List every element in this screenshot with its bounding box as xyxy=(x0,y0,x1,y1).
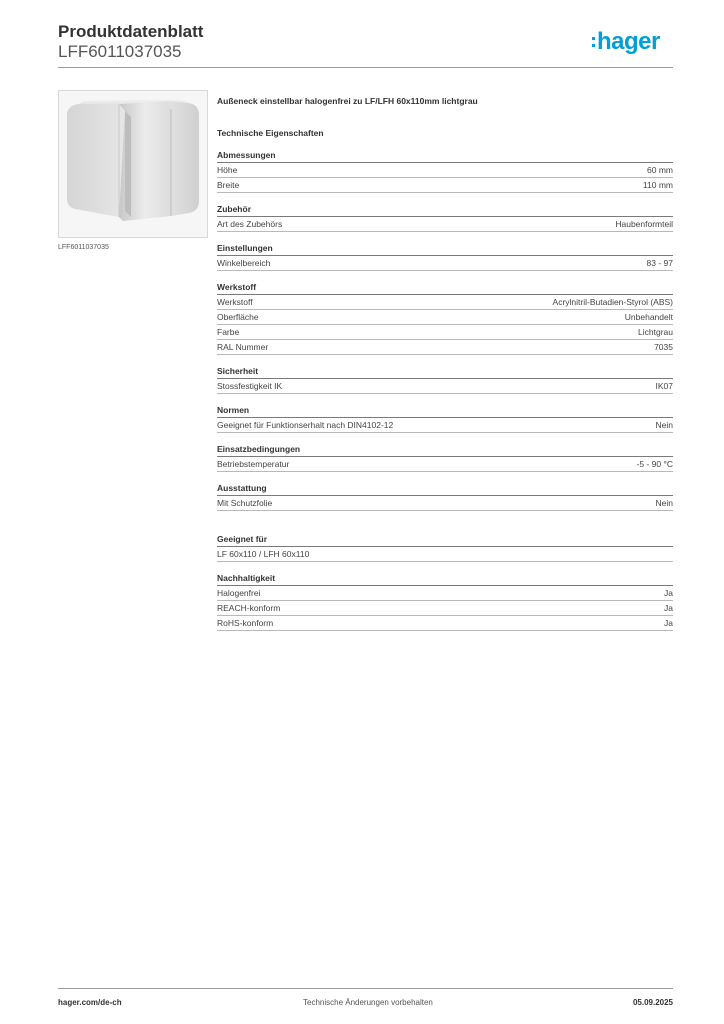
property-label: RAL Nummer xyxy=(217,342,269,352)
property-label: Geeignet für Funktionserhalt nach DIN4102-12 xyxy=(217,420,394,430)
group-title: Einstellungen xyxy=(217,242,673,256)
property-row xyxy=(217,586,673,601)
property-label: Farbe xyxy=(217,327,240,337)
group-operating-conditions xyxy=(217,443,673,472)
property-row xyxy=(217,418,673,433)
property-label: Art des Zubehörs xyxy=(217,219,283,229)
header-divider xyxy=(58,67,673,68)
footer-divider xyxy=(58,988,673,989)
group-title: Zubehör xyxy=(217,203,673,217)
document-title: Produktdatenblatt xyxy=(58,22,204,41)
property-row xyxy=(217,256,673,271)
property-label: REACH-konform xyxy=(217,603,281,613)
property-value: 110 mm xyxy=(642,180,673,190)
property-label: LF 60x110 / LFH 60x110 xyxy=(217,549,310,559)
footer-notice: Technische Änderungen vorbehalten xyxy=(303,998,433,1007)
property-row xyxy=(217,340,673,355)
property-label: Stossfestigkeit IK xyxy=(217,381,283,391)
property-row xyxy=(217,457,673,472)
property-label: Werkstoff xyxy=(217,297,253,307)
article-number: LFF6011037035 xyxy=(58,42,182,61)
property-label: Breite xyxy=(217,180,240,190)
property-value: Lichtgrau xyxy=(638,327,673,337)
property-value: IK07 xyxy=(655,381,673,391)
footer-website: hager.com/de-ch xyxy=(58,998,122,1007)
group-equipment xyxy=(217,482,673,511)
property-label: Höhe xyxy=(217,165,238,175)
group-material xyxy=(217,281,673,355)
property-row xyxy=(217,547,673,562)
property-row xyxy=(217,601,673,616)
product-details xyxy=(217,95,673,631)
group-title: Ausstattung xyxy=(217,482,673,496)
group-title: Sicherheit xyxy=(217,365,673,379)
group-suitable-for xyxy=(217,533,673,562)
group-accessory xyxy=(217,203,673,232)
group-safety xyxy=(217,365,673,394)
property-value: 7035 xyxy=(654,342,673,352)
product-title: Außeneck einstellbar halogenfrei zu LF/LFH 60x110mm lichtgrau xyxy=(217,96,478,106)
property-row xyxy=(217,310,673,325)
footer-date: 05.09.2025 xyxy=(632,998,673,1007)
group-title: Geeignet für xyxy=(217,533,673,547)
group-dimensions xyxy=(217,149,673,193)
group-title: Einsatzbedingungen xyxy=(217,443,673,457)
property-value: Ja xyxy=(664,618,673,628)
group-title: Normen xyxy=(217,404,673,418)
property-label: Winkelbereich xyxy=(217,258,271,268)
group-title: Werkstoff xyxy=(217,281,673,295)
group-sustainability xyxy=(217,572,673,631)
property-row xyxy=(217,178,673,193)
property-row xyxy=(217,379,673,394)
property-label: Mit Schutzfolie xyxy=(217,498,273,508)
property-value: Ja xyxy=(664,588,673,598)
property-row xyxy=(217,616,673,631)
property-value: Ja xyxy=(664,603,673,613)
property-label: Halogenfrei xyxy=(217,588,261,598)
property-label: RoHS-konform xyxy=(217,618,274,628)
product-image xyxy=(58,90,208,238)
group-standards xyxy=(217,404,673,433)
corner-piece-illustration xyxy=(59,91,207,237)
property-row xyxy=(217,496,673,511)
section-title: Technische Eigenschaften xyxy=(217,128,324,138)
group-settings xyxy=(217,242,673,271)
logo-text: hager xyxy=(597,28,660,55)
property-row xyxy=(217,217,673,232)
property-label: Oberfläche xyxy=(217,312,259,322)
property-value: Nein xyxy=(655,420,673,430)
property-value: Nein xyxy=(655,498,673,508)
property-value: 83 - 97 xyxy=(646,258,673,268)
hager-logo xyxy=(592,28,674,58)
property-row xyxy=(217,163,673,178)
page-header xyxy=(58,22,203,61)
property-row xyxy=(217,295,673,310)
group-title: Nachhaltigkeit xyxy=(217,572,673,586)
property-row xyxy=(217,325,673,340)
property-value: -5 - 90 °C xyxy=(636,459,673,469)
group-title: Abmessungen xyxy=(217,149,673,163)
property-value: Unbehandelt xyxy=(624,312,673,322)
property-value: Haubenformteil xyxy=(615,219,673,229)
image-caption: LFF6011037035 xyxy=(58,244,109,251)
property-value: 60 mm xyxy=(647,165,673,175)
property-value: Acrylnitril-Butadien-Styrol (ABS) xyxy=(552,297,673,307)
property-label: Betriebstemperatur xyxy=(217,459,290,469)
